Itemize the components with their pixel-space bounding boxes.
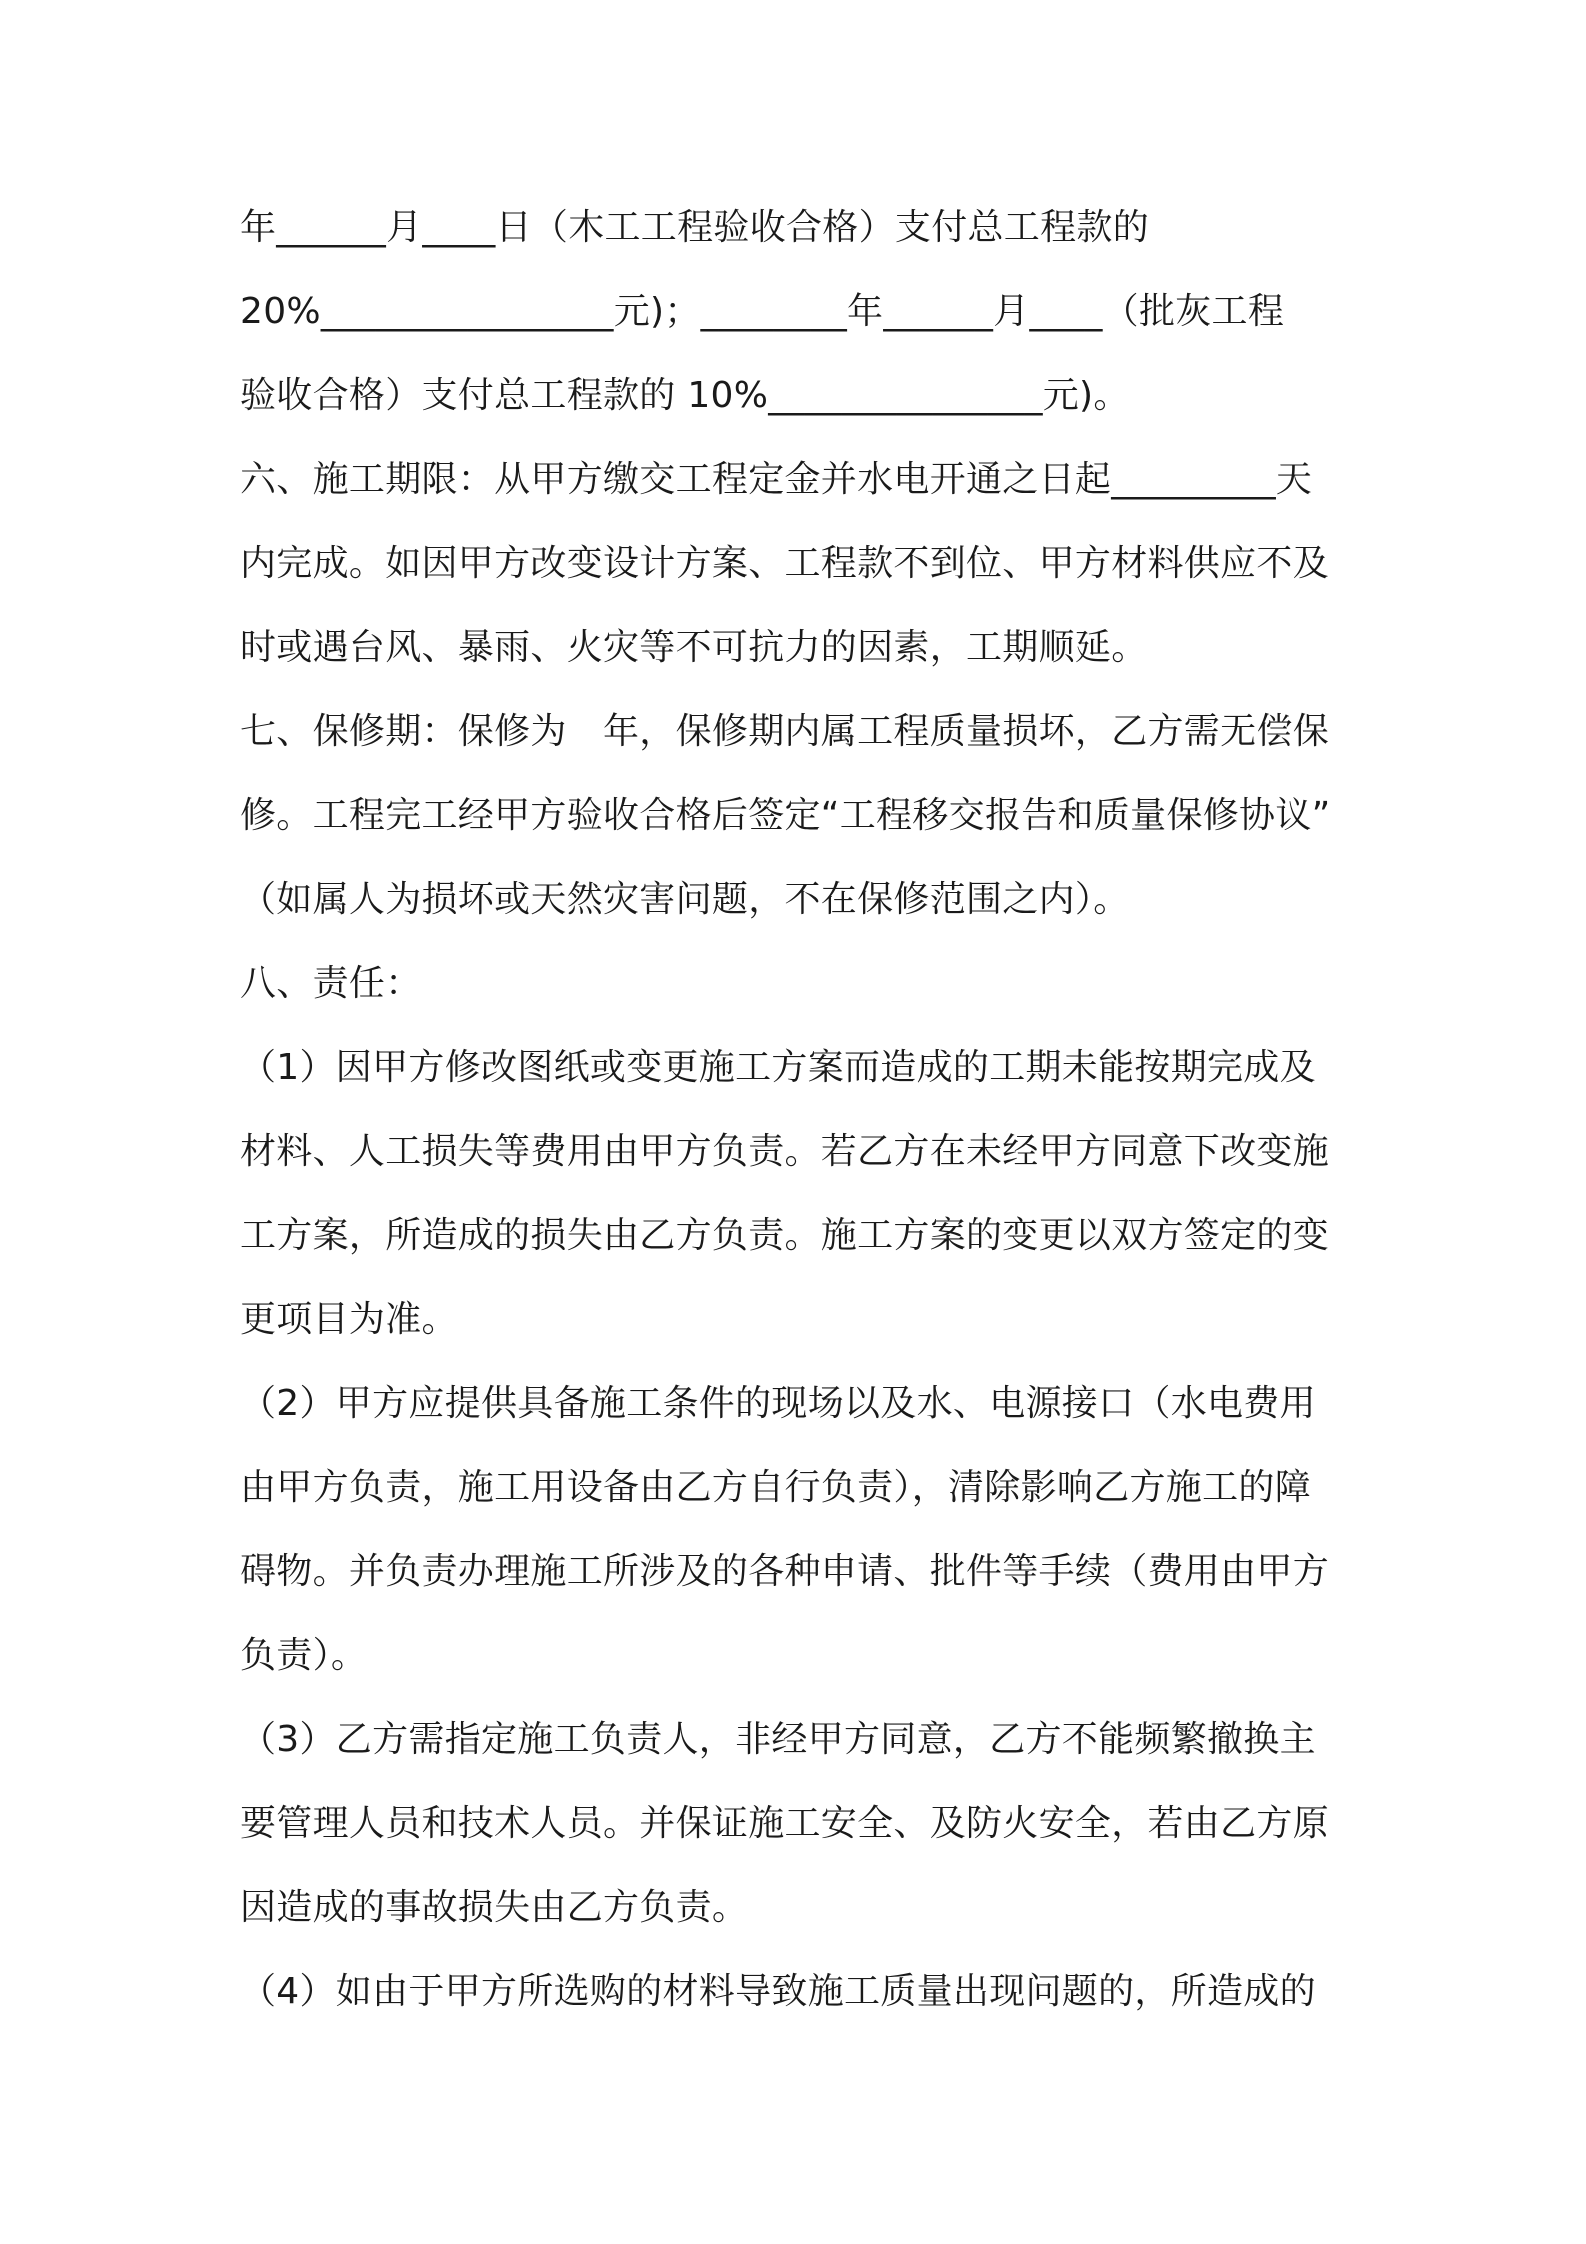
text-line: 材料、人工损失等费用由甲方负责。若乙方在未经甲方同意下改变施: [240, 1131, 1330, 1172]
text-line: 碍物。并负责办理施工所涉及的各种申请、批件等手续（费用由甲方: [240, 1551, 1330, 1592]
section-heading-construction-period: 六、施工期限：从甲方缴交工程定金并水电开通之日起_________天: [240, 459, 1313, 500]
text-line: 由甲方负责，施工用设备由乙方自行负责），清除影响乙方施工的障: [240, 1467, 1312, 1508]
text-line: 内完成。如因甲方改变设计方案、工程款不到位、甲方材料供应不及: [240, 543, 1330, 584]
text-line: 因造成的事故损失由乙方负责。: [240, 1887, 749, 1928]
text-line: 时或遇台风、暴雨、火灾等不可抗力的因素，工期顺延。: [240, 627, 1148, 668]
text-line: 修。工程完工经甲方验收合格后签定“工程移交报告和质量保修协议”: [240, 795, 1331, 836]
text-line: 要管理人员和技术人员。并保证施工安全、及防火安全，若由乙方原: [240, 1803, 1330, 1844]
text-line: 年______月____日（木工工程验收合格）支付总工程款的: [240, 207, 1149, 248]
text-line: 工方案，所造成的损失由乙方负责。施工方案的变更以双方签定的变: [240, 1215, 1330, 1256]
clause-4: （4）如由于甲方所选购的材料导致施工质量出现问题的，所造成的: [240, 1971, 1316, 2012]
text-line: 负责）。: [240, 1635, 368, 1676]
text-line: 20%________________元)；________年______月____（批灰工程: [240, 291, 1285, 332]
clause-3: （3）乙方需指定施工负责人，非经甲方同意，乙方不能频繁撤换主: [240, 1719, 1316, 1760]
section-heading-warranty: 七、保修期：保修为 年，保修期内属工程质量损坏，乙方需无偿保: [240, 711, 1330, 752]
text-line: 更项目为准。: [240, 1299, 458, 1340]
text-line: （如属人为损坏或天然灾害问题，不在保修范围之内）。: [240, 879, 1130, 920]
clause-1: （1）因甲方修改图纸或变更施工方案而造成的工期未能按期完成及: [240, 1047, 1316, 1088]
clause-2: （2）甲方应提供具备施工条件的现场以及水、电源接口（水电费用: [240, 1383, 1316, 1424]
section-heading-responsibility: 八、责任：: [240, 963, 422, 1004]
text-line: 验收合格）支付总工程款的 10%_______________元)。: [240, 375, 1130, 416]
